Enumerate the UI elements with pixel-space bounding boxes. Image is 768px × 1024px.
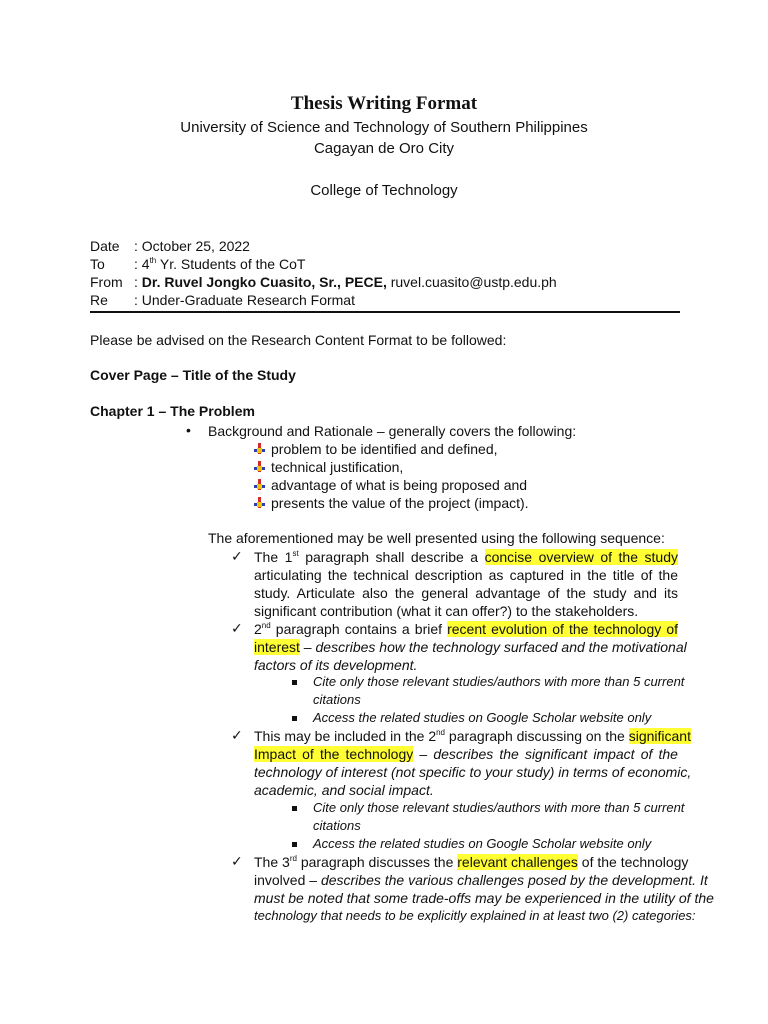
square-bullet-icon bbox=[292, 680, 297, 685]
bullet-dot-icon: • bbox=[186, 422, 191, 438]
p4-highlight: relevant challenges bbox=[457, 854, 578, 870]
from-name: Dr. Ruvel Jongko Cuasito, Sr., PECE, bbox=[141, 274, 387, 290]
background-bullet-text: Background and Rationale – generally covers the following: bbox=[208, 423, 577, 439]
cite-note-2-line-2: citations bbox=[313, 818, 361, 833]
p3-italic-1: describes the significant impact of the bbox=[433, 746, 678, 762]
university-name: University of Science and Technology of Southern Philippines bbox=[180, 119, 588, 136]
to-label: To bbox=[90, 256, 105, 272]
p2-c: – bbox=[299, 639, 316, 655]
p4-c: of the technology bbox=[577, 854, 689, 870]
paragraph-1 bbox=[254, 548, 678, 620]
from-email: ruvel.cuasito@ustp.edu.ph bbox=[386, 274, 557, 290]
p2-sup: nd bbox=[261, 621, 271, 630]
p3-c: – bbox=[413, 746, 434, 762]
p3-highlight-2: Impact of the technology bbox=[254, 746, 414, 762]
p2-highlight-1: recent evolution of the technology of bbox=[447, 621, 678, 637]
sub-item: technical justification, bbox=[271, 459, 404, 475]
p1-line-3: study. Articulate also the general advantage of the study and its bbox=[254, 585, 678, 601]
p2-line-2 bbox=[254, 638, 687, 656]
p3-line-3: technology of interest (not specific to your study) in terms of economic, bbox=[254, 764, 692, 780]
re-label: Re bbox=[90, 292, 108, 308]
cite-note-line-2: citations bbox=[313, 692, 361, 707]
p3-line-1 bbox=[254, 727, 691, 745]
p2-highlight-2: interest bbox=[254, 639, 300, 655]
arrow-bullet-icon bbox=[254, 461, 265, 472]
p4-b: paragraph discusses the bbox=[296, 854, 458, 870]
square-bullet-icon bbox=[292, 842, 297, 847]
to-value bbox=[134, 256, 305, 272]
p4-sup: rd bbox=[289, 854, 297, 863]
p1-sup: st bbox=[292, 549, 299, 558]
cite-note bbox=[313, 673, 685, 709]
city-name: Cagayan de Oro City bbox=[313, 140, 455, 157]
cite-note-2 bbox=[313, 799, 685, 835]
p4-line-2 bbox=[254, 871, 708, 889]
checkmark-icon: ✓ bbox=[231, 853, 243, 869]
p1-b: paragraph shall describe a bbox=[298, 549, 485, 565]
p4-line-1 bbox=[254, 853, 689, 871]
access-note bbox=[313, 709, 679, 727]
arrow-bullet-icon bbox=[254, 443, 265, 454]
to-sup: th bbox=[149, 256, 157, 265]
cover-page-heading: Cover Page – Title of the Study bbox=[90, 367, 296, 383]
cite-note-2-line-1: Cite only those relevant studies/authors with more than 5 current bbox=[313, 800, 685, 815]
access-note-2-line: Access the related studies on Google Scholar website only bbox=[313, 836, 652, 851]
checkmark-icon: ✓ bbox=[231, 548, 243, 564]
arrow-bullet-icon bbox=[254, 497, 265, 508]
p1-line-1 bbox=[254, 548, 678, 566]
p4-line-4: technology that needs to be explicitly explained in at least two (2) categories: bbox=[254, 908, 696, 923]
date-label: Date bbox=[90, 238, 120, 254]
p3-a: This may be included in the 2 bbox=[254, 728, 437, 744]
p1-a: The 1 bbox=[254, 549, 293, 565]
p1-line-4: significant contribution (what it can offer?) to the stakeholders. bbox=[254, 603, 639, 619]
sub-item: problem to be identified and defined, bbox=[271, 441, 498, 457]
p1-line-2: articulating the technical description as captured in the title of the bbox=[254, 567, 678, 583]
from-value bbox=[134, 274, 557, 290]
college-name: College of Technology bbox=[310, 182, 458, 199]
p2-a: 2 bbox=[254, 621, 262, 637]
p1-highlight: concise overview of the study bbox=[484, 549, 678, 565]
paragraph-4 bbox=[254, 853, 714, 925]
cite-note-line-1: Cite only those relevant studies/authors with more than 5 current bbox=[313, 674, 685, 689]
paragraph-3 bbox=[254, 727, 692, 799]
access-note-2 bbox=[313, 835, 679, 853]
re-value: : Under-Graduate Research Format bbox=[134, 292, 355, 308]
sub-item: advantage of what is being proposed and bbox=[271, 477, 528, 493]
square-bullet-icon bbox=[292, 716, 297, 721]
p4-l2b: describes the various challenges posed by the development. It bbox=[320, 872, 708, 888]
p3-line-2 bbox=[254, 745, 678, 763]
p4-line-3: must be noted that some trade-offs may be experienced in the utility of the bbox=[254, 890, 714, 906]
document-title: Thesis Writing Format bbox=[290, 93, 478, 114]
to-prefix: : 4 bbox=[134, 256, 150, 272]
arrow-bullet-icon bbox=[254, 479, 265, 490]
p3-b: paragraph discussing on the bbox=[445, 728, 629, 744]
memo-divider bbox=[90, 311, 680, 313]
sequence-intro: The aforementioned may be well presented using the following sequence: bbox=[208, 530, 665, 546]
p2-line-3: factors of its development. bbox=[254, 657, 418, 673]
square-bullet-icon bbox=[292, 806, 297, 811]
intro-text: Please be advised on the Research Content Format to be followed: bbox=[90, 332, 507, 348]
from-label: From bbox=[90, 274, 123, 290]
from-prefix: : bbox=[134, 274, 142, 290]
p3-highlight-1: significant bbox=[628, 728, 691, 744]
p4-l2a: involved – bbox=[254, 872, 321, 888]
sub-item: presents the value of the project (impact). bbox=[271, 495, 529, 511]
checkmark-icon: ✓ bbox=[231, 727, 243, 743]
to-suffix: Yr. Students of the CoT bbox=[156, 256, 306, 272]
p3-line-4: academic, and social impact. bbox=[254, 782, 434, 798]
p4-a: The 3 bbox=[254, 854, 290, 870]
p2-line-1 bbox=[254, 620, 678, 638]
p3-sup: nd bbox=[436, 728, 446, 737]
p2-b: paragraph contains a brief bbox=[270, 621, 448, 637]
access-note-line: Access the related studies on Google Scholar website only bbox=[313, 710, 652, 725]
chapter-1-heading: Chapter 1 – The Problem bbox=[90, 403, 255, 419]
date-value: : October 25, 2022 bbox=[134, 238, 250, 254]
paragraph-2 bbox=[254, 620, 687, 674]
checkmark-icon: ✓ bbox=[231, 620, 243, 636]
p2-italic-1: describes how the technology surfaced and the motivational bbox=[315, 639, 687, 655]
